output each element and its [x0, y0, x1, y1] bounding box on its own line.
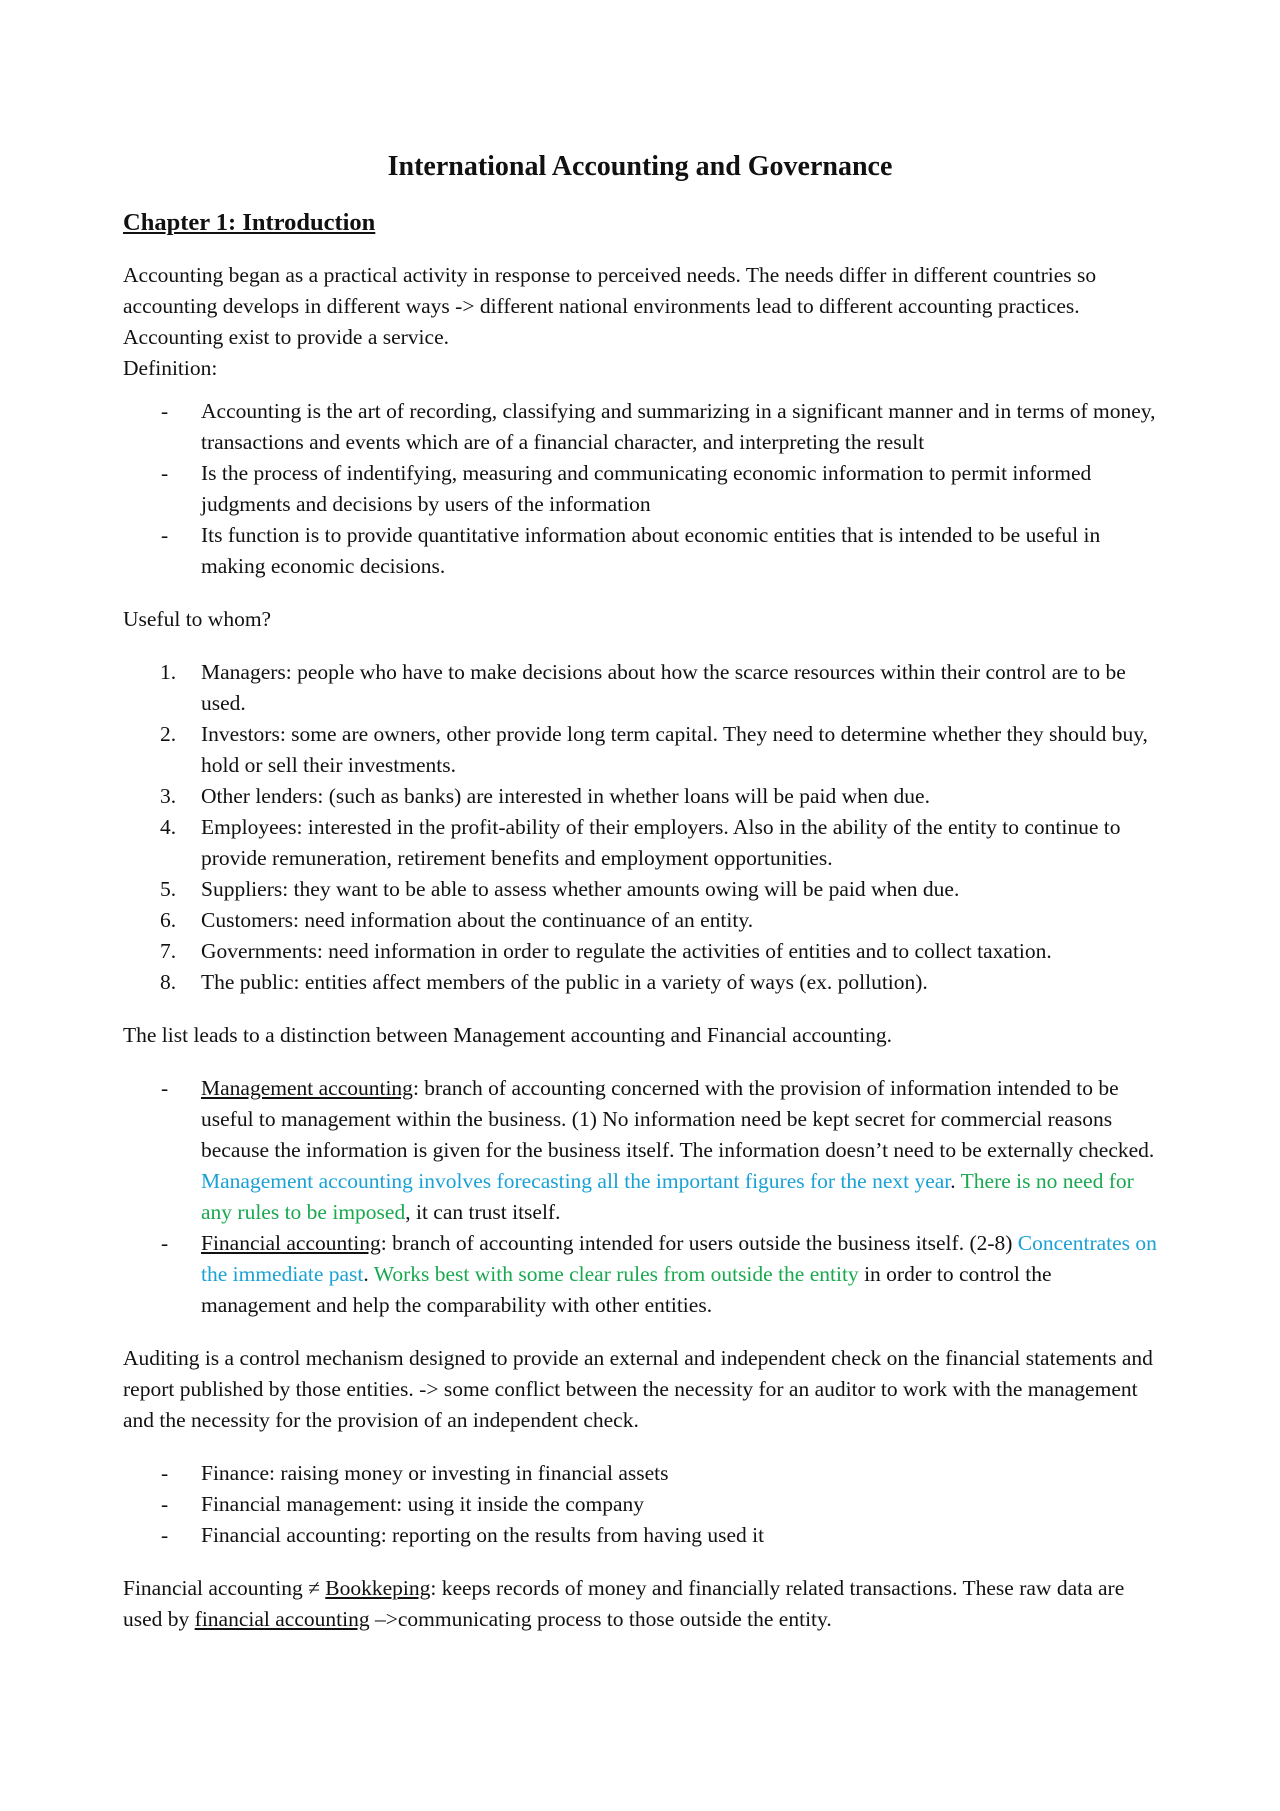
management-accounting-term: Management accounting — [201, 1076, 413, 1100]
financial-accounting-item: - Financial accounting: branch of accounting intended for users outside the business itself. (2-8) Concentrates on the immediate past. Works best with some clear rules from outside the entity in order to control the management and help the comparability with other entities. — [123, 1228, 1157, 1321]
intro-paragraph: Accounting began as a practical activity in response to perceived needs. The needs differ in different countries so accounting develops in different ways -> different national environments lead to different accounting practices. Accounting exist to provide a service. — [123, 263, 1097, 349]
highlight-blue: Concentrates on the immediate past — [201, 1231, 1157, 1286]
distinction-paragraph: The list leads to a distinction between Management accounting and Financial accounting. — [123, 1023, 892, 1047]
list-item: 7. Governments: need information in order to regulate the activities of entities and to collect taxation. — [123, 936, 1157, 967]
finance-terms-list — [123, 1458, 1157, 1551]
dash-marker: - — [161, 461, 169, 485]
dash-marker: - — [161, 1231, 169, 1255]
management-accounting-item: - Management accounting: branch of accounting concerned with the provision of information intended to be useful to management within the business. (1) No information need be kept secret for commercial reasons because the information is given for the business itself. The information doesn’t need to be externally checked. Management accounting involves forecasting all the important figures for the next year. There is no need for any rules to be imposed, it can trust itself. — [123, 1073, 1157, 1228]
highlight-green: There is no need for any rules to be imposed — [201, 1169, 1134, 1224]
list-item: 1. Managers: people who have to make decisions about how the scarce resources within their control are to be used. — [123, 657, 1157, 719]
dash-marker: - — [161, 1461, 169, 1485]
list-item: - Finance: raising money or investing in financial assets — [123, 1458, 1157, 1489]
list-number: 8. — [160, 970, 177, 994]
list-number: 4. — [160, 815, 177, 839]
list-item: - Financial accounting: reporting on the results from having used it — [123, 1520, 1157, 1551]
list-item: 2. Investors: some are owners, other provide long term capital. They need to determine whether they should buy, hold or sell their investments. — [123, 719, 1157, 781]
intro-section — [123, 260, 1157, 384]
useful-label: Useful to whom? — [123, 607, 272, 631]
users-list — [123, 657, 1157, 998]
financial-accounting-term: Financial accounting — [201, 1231, 381, 1255]
list-item: 6. Customers: need information about the continuance of an entity. — [123, 905, 1157, 936]
auditing-paragraph: Auditing is a control mechanism designed to provide an external and independent check on the financial statements and report published by those entities. -> some conflict between the necessity for an auditor to work with the management and the necessity for the provision of an independent check. — [123, 1346, 1153, 1432]
list-number: 5. — [160, 877, 177, 901]
definition-list — [123, 396, 1157, 582]
list-number: 6. — [160, 908, 177, 932]
list-item: - Accounting is the art of recording, classifying and summarizing in a significant manner and in terms of money, transactions and events which are of a financial character, and interpreting the result — [123, 396, 1157, 458]
dash-marker: - — [161, 523, 169, 547]
list-item: 5. Suppliers: they want to be able to assess whether amounts owing will be paid when due. — [123, 874, 1157, 905]
list-item: 4. Employees: interested in the profit-ability of their employers. Also in the ability of the entity to continue to provide remuneration, retirement benefits and employment opportunities. — [123, 812, 1157, 874]
list-item: - Is the process of indentifying, measuring and communicating economic information to permit informed judgments and decisions by users of the information — [123, 458, 1157, 520]
dash-marker: - — [161, 1492, 169, 1516]
accounting-types-list — [123, 1073, 1157, 1321]
chapter-heading: Chapter 1: Introduction — [123, 209, 376, 236]
financial-accounting-term: financial accounting — [194, 1607, 370, 1631]
list-number: 1. — [160, 660, 177, 684]
highlight-green: Works best with some clear rules from outside the entity — [373, 1262, 859, 1286]
list-number: 3. — [160, 784, 177, 808]
list-number: 7. — [160, 939, 177, 963]
document-title: International Accounting and Governance — [387, 151, 893, 182]
definition-label: Definition: — [123, 356, 218, 380]
dash-marker: - — [161, 1523, 169, 1547]
list-number: 2. — [160, 722, 177, 746]
list-item: 8. The public: entities affect members of the public in a variety of ways (ex. pollution). — [123, 967, 1157, 998]
list-item: - Its function is to provide quantitative information about economic entities that is intended to be useful in making economic decisions. — [123, 520, 1157, 582]
highlight-blue: Management accounting involves forecasting all the important figures for the next year — [201, 1169, 951, 1193]
dash-marker: - — [161, 399, 169, 423]
list-item: - Financial management: using it inside the company — [123, 1489, 1157, 1520]
dash-marker: - — [161, 1076, 169, 1100]
bookkeeping-term: Bookkeping — [325, 1576, 431, 1600]
bookkeeping-paragraph: Financial accounting ≠ Bookkeping: keeps records of money and financially related transactions. These raw data are used by financial accounting –>communicating process to those outside the entity. — [123, 1576, 1125, 1631]
list-item: 3. Other lenders: (such as banks) are interested in whether loans will be paid when due. — [123, 781, 1157, 812]
